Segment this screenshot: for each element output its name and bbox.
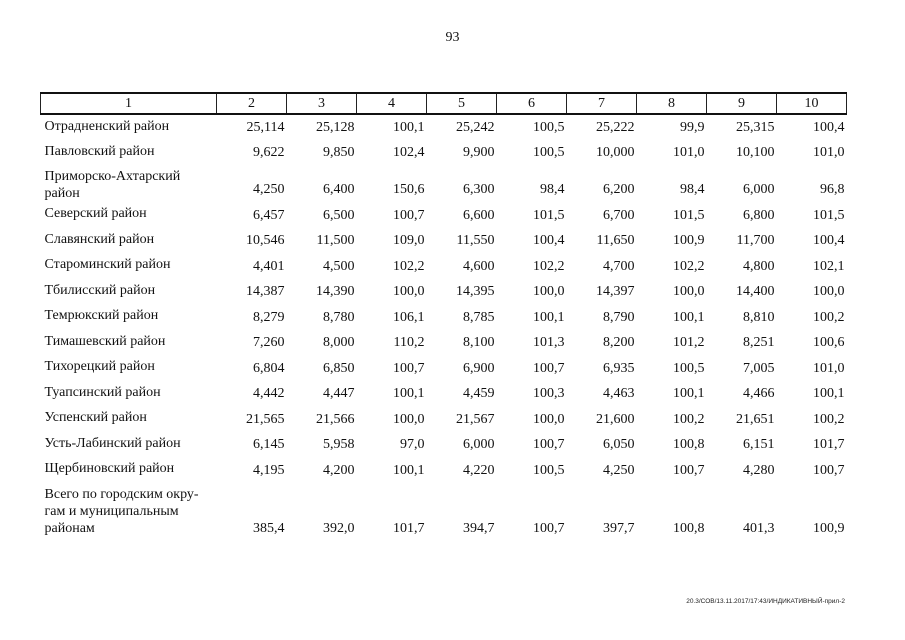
cell-col-8: 101,0 [673,145,705,160]
cell-col-6: 102,2 [533,258,565,274]
row-name-line: Туапсинский район [44,384,161,400]
row-name-line: Отрадненский район [44,119,170,134]
cell-col-9: 4,800 [743,258,775,274]
column-header-9: 9 [707,93,777,114]
row-name-line: Щербиновский район [44,461,175,476]
cell-col-5: 25,242 [456,119,495,135]
row-name [41,304,217,330]
row-name-line: Всего по городским окру- [44,486,199,502]
cell-col-6: 100,7 [533,437,565,452]
cell-col-7: 6,700 [603,207,635,223]
row-name [41,483,217,541]
cell-col-7: 6,935 [603,360,635,376]
table-body [41,114,847,541]
column-header-3: 3 [287,93,357,114]
cell-col-4: 101,7 [393,520,425,536]
cell-col-4: 106,1 [393,309,425,325]
cell-col-7: 8,200 [603,335,635,350]
cell-col-8: 100,8 [673,520,705,536]
cell-col-3: 25,128 [316,119,355,135]
row-name-line: Славянский район [44,231,155,247]
page-number: 93 [445,30,460,45]
cell-col-7: 4,463 [603,386,635,401]
cell-col-4: 100,1 [393,119,425,135]
cell-col-8: 101,5 [673,207,705,223]
cell-col-5: 14,395 [456,284,495,299]
cell-col-9: 8,251 [743,335,775,350]
row-name-line: Староминский район [44,257,171,272]
cell-col-5: 394,7 [463,520,495,536]
cell-col-3: 8,000 [323,335,355,350]
cell-col-10: 101,5 [813,207,845,223]
cell-col-8: 100,8 [673,437,705,452]
cell-col-5: 4,220 [463,462,495,478]
cell-col-10: 100,4 [813,233,845,248]
cell-col-6: 100,5 [533,462,565,478]
cell-col-10: 100,1 [813,386,845,401]
cell-col-7: 6,050 [603,437,635,452]
cell-col-2: 21,565 [246,411,285,427]
cell-col-7: 14,397 [596,284,635,299]
cell-col-3: 5,958 [323,437,355,452]
table-row [41,253,847,279]
cell-col-2: 6,457 [253,207,285,223]
row-name [41,279,217,305]
table-row [41,114,847,140]
cell-col-7: 8,790 [603,309,635,325]
column-header-10: 10 [777,93,847,114]
cell-col-5: 4,600 [463,258,495,274]
cell-col-9: 11,700 [736,233,775,248]
cell-col-8: 99,9 [680,119,705,135]
cell-col-2: 25,114 [246,119,285,135]
row-name-line: Северский район [44,206,147,221]
cell-col-4: 102,4 [393,145,425,160]
column-header-4: 4 [357,93,427,114]
cell-col-10: 101,0 [813,360,845,376]
cell-col-4: 110,2 [393,335,425,350]
document-footer-code: 20.3/СОВ/13.11.2017/17:43/ИНДИКАТИВНЫЙ-прил-2 [686,598,845,605]
row-name [41,406,217,432]
cell-col-7: 6,200 [603,182,635,197]
cell-col-5: 6,600 [463,207,495,223]
cell-col-4: 97,0 [400,437,425,452]
cell-col-5: 4,459 [463,386,495,401]
cell-col-5: 9,900 [463,145,495,160]
cell-col-5: 8,785 [463,309,495,325]
row-name-line: Тихорецкий район [44,359,155,374]
cell-col-8: 101,2 [673,335,705,350]
cell-col-10: 101,0 [813,145,845,160]
cell-col-7: 25,222 [596,119,635,135]
cell-col-4: 102,2 [393,258,425,274]
cell-col-2: 14,387 [246,284,285,299]
table-row [41,432,847,458]
cell-col-2: 7,260 [253,335,285,350]
row-name-line: Павловский район [44,143,155,159]
cell-col-10: 100,7 [813,462,845,478]
table-row [41,406,847,432]
row-name [41,355,217,381]
cell-col-3: 14,390 [316,284,355,299]
cell-col-9: 14,400 [736,284,775,299]
row-name [41,140,217,166]
cell-col-4: 100,7 [393,360,425,376]
cell-col-10: 96,8 [820,182,845,197]
cell-col-3: 8,780 [323,309,355,325]
cell-col-3: 6,850 [323,360,355,376]
cell-col-2: 6,804 [253,360,285,376]
cell-col-9: 8,810 [743,309,775,325]
row-name [41,228,217,254]
table-row [41,483,847,541]
cell-col-5: 6,900 [463,360,495,376]
column-header-2: 2 [217,93,287,114]
cell-col-4: 100,7 [393,207,425,223]
cell-col-8: 100,2 [673,411,705,427]
cell-col-6: 100,1 [533,309,565,325]
cell-col-7: 21,600 [596,411,635,427]
row-name-line: районам [44,520,95,536]
row-name-line: гам и муниципальным [44,503,179,519]
cell-col-10: 100,0 [813,284,845,299]
cell-col-2: 9,622 [253,145,285,160]
cell-col-9: 4,466 [743,386,775,401]
row-name-line: район [44,186,80,201]
table-row [41,304,847,330]
table-row [41,330,847,356]
cell-col-6: 100,7 [533,520,565,536]
cell-col-9: 6,800 [743,207,775,223]
cell-col-8: 100,5 [673,360,705,376]
cell-col-5: 6,000 [463,437,495,452]
cell-col-6: 101,3 [533,335,565,350]
cell-col-9: 21,651 [736,411,775,427]
cell-col-5: 8,100 [463,335,495,350]
column-header-7: 7 [567,93,637,114]
cell-col-5: 21,567 [456,411,495,427]
row-name-line: Тбилисский район [44,282,156,298]
cell-col-8: 100,1 [673,309,705,325]
cell-col-3: 4,447 [323,386,355,401]
cell-col-3: 21,566 [316,411,355,427]
cell-col-2: 4,401 [253,258,285,274]
cell-col-2: 4,442 [253,386,285,401]
row-name [41,330,217,356]
cell-col-2: 10,546 [246,233,285,248]
row-name-line: Усть-Лабинский район [44,435,181,451]
cell-col-9: 4,280 [743,462,775,478]
cell-col-6: 100,0 [533,284,565,299]
cell-col-8: 100,0 [673,284,705,299]
cell-col-9: 6,151 [743,437,775,452]
table-row [41,355,847,381]
row-name-line: Темрюкский район [44,308,159,323]
cell-col-8: 102,2 [673,258,705,274]
cell-col-3: 4,500 [323,258,355,274]
table-header [41,93,847,114]
cell-col-9: 401,3 [743,520,775,536]
table-row [41,457,847,483]
cell-col-9: 10,100 [736,145,775,160]
table-row [41,228,847,254]
cell-col-6: 100,5 [533,145,565,160]
indicators-table [40,92,847,541]
cell-col-5: 6,300 [463,182,495,197]
cell-col-3: 9,850 [323,145,355,160]
cell-col-2: 4,250 [253,182,285,197]
cell-col-6: 100,5 [533,119,565,135]
cell-col-3: 6,500 [323,207,355,223]
cell-col-4: 150,6 [393,182,425,197]
row-name [41,202,217,228]
cell-col-6: 100,4 [533,233,565,248]
cell-col-7: 4,700 [603,258,635,274]
row-name [41,432,217,458]
column-header-8: 8 [637,93,707,114]
cell-col-4: 100,1 [393,462,425,478]
cell-col-8: 100,1 [673,386,705,401]
table-row [41,202,847,228]
cell-col-3: 392,0 [323,520,355,536]
cell-col-2: 8,279 [253,309,285,325]
row-name-line: Приморско-Ахтарский [44,169,181,184]
cell-col-4: 100,1 [393,386,425,401]
row-name [41,165,217,202]
cell-col-4: 109,0 [393,233,425,248]
row-name [41,381,217,407]
cell-col-5: 11,550 [456,233,495,248]
cell-col-2: 4,195 [253,462,285,478]
cell-col-8: 100,7 [673,462,705,478]
cell-col-3: 4,200 [323,462,355,478]
cell-col-9: 7,005 [743,360,775,376]
cell-col-4: 100,0 [393,284,425,299]
header-row [41,93,847,114]
cell-col-10: 100,9 [813,520,845,536]
cell-col-10: 100,6 [813,335,845,350]
cell-col-8: 100,9 [673,233,705,248]
row-name-line: Тимашевский район [44,333,166,349]
cell-col-6: 100,3 [533,386,565,401]
cell-col-7: 4,250 [603,462,635,478]
cell-col-9: 25,315 [736,119,775,135]
table-row [41,381,847,407]
cell-col-10: 100,2 [813,411,845,427]
cell-col-10: 100,2 [813,309,845,325]
row-name [41,253,217,279]
cell-col-9: 6,000 [743,182,775,197]
column-header-5: 5 [427,93,497,114]
cell-col-7: 397,7 [603,520,635,536]
row-name [41,457,217,483]
table-row [41,165,847,202]
table-row [41,279,847,305]
column-header-1: 1 [41,93,217,114]
cell-col-3: 11,500 [316,233,355,248]
cell-col-10: 100,4 [813,119,845,135]
row-name-line: Успенский район [44,410,147,425]
cell-col-8: 98,4 [680,182,705,197]
cell-col-6: 101,5 [533,207,565,223]
cell-col-7: 10,000 [596,145,635,160]
cell-col-10: 101,7 [813,437,845,452]
cell-col-2: 6,145 [253,437,285,452]
cell-col-6: 100,7 [533,360,565,376]
cell-col-7: 11,650 [596,233,635,248]
cell-col-2: 385,4 [253,520,285,536]
cell-col-10: 102,1 [813,258,845,274]
row-name [41,114,217,140]
cell-col-3: 6,400 [323,182,355,197]
cell-col-4: 100,0 [393,411,425,427]
cell-col-6: 98,4 [540,182,565,197]
table-row [41,140,847,166]
cell-col-6: 100,0 [533,411,565,427]
column-header-6: 6 [497,93,567,114]
